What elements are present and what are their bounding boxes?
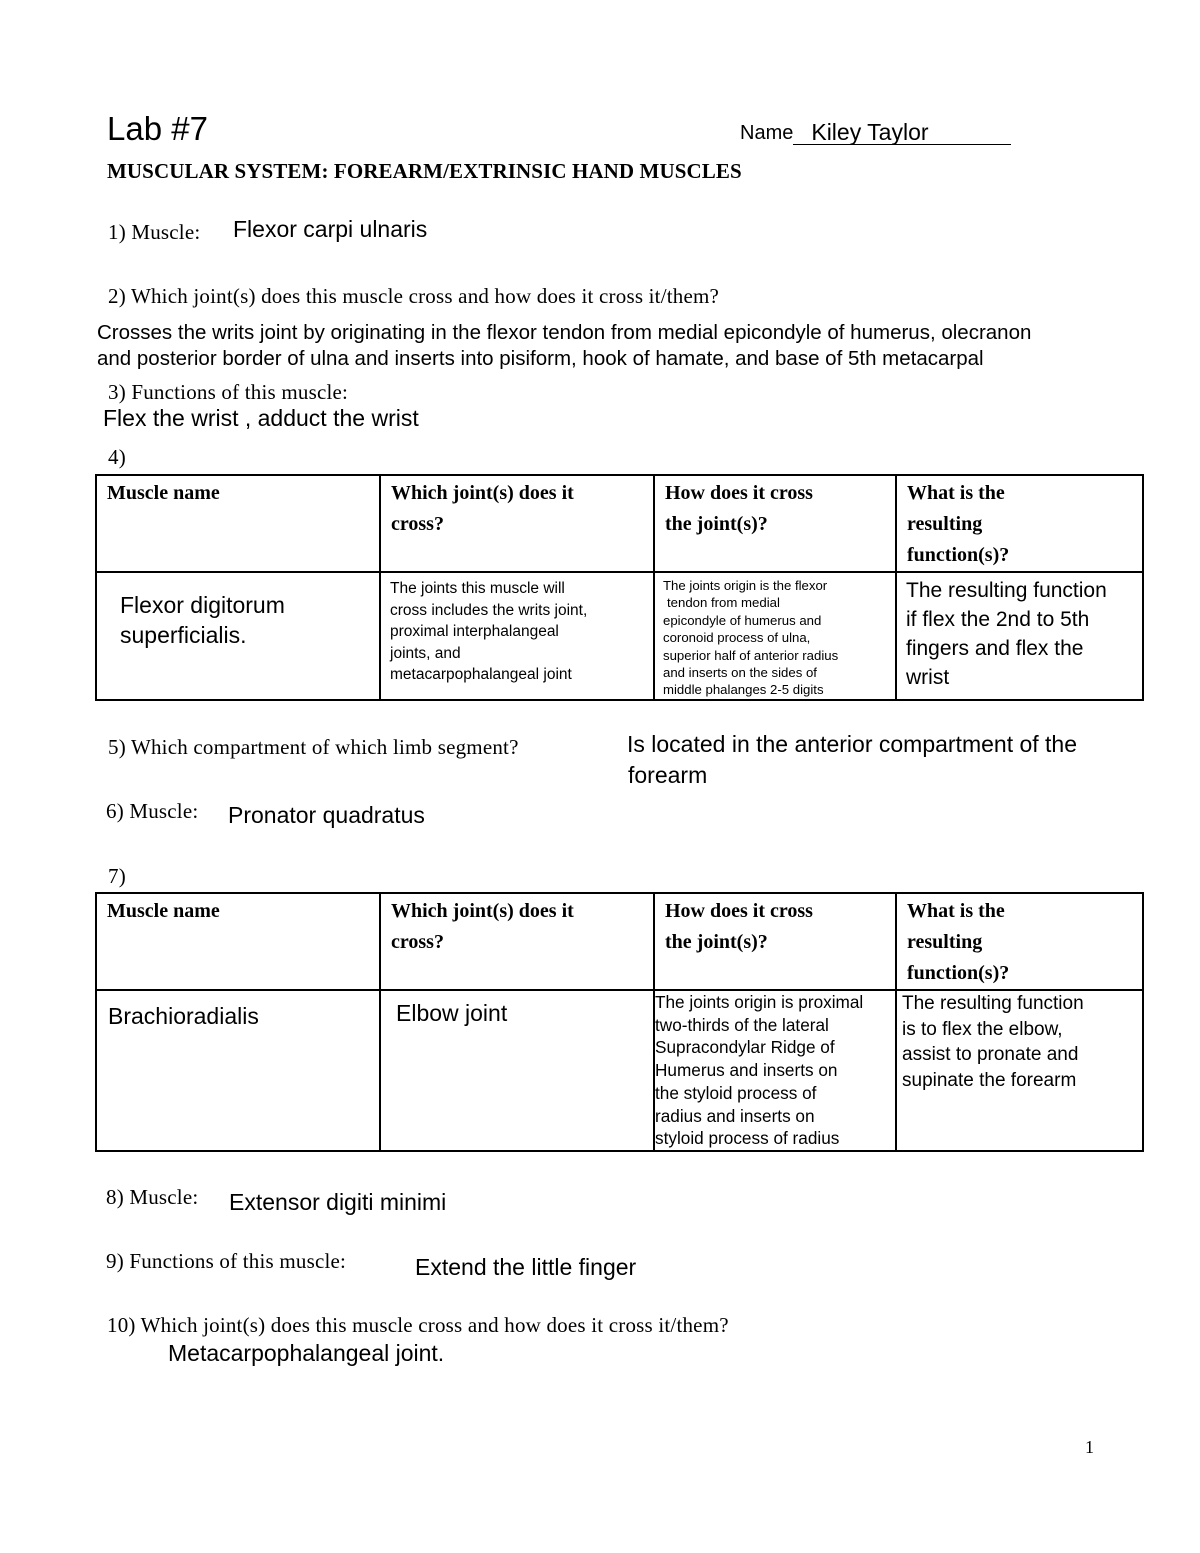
- q5-answer-line2: forearm: [628, 762, 708, 788]
- q5-answer-line1: Is located in the anterior compartment of the: [627, 731, 1078, 757]
- name-underline: [793, 119, 1011, 145]
- q9-answer: Extend the little finger: [415, 1254, 637, 1280]
- header-resulting-function: What is the resulting function(s)?: [896, 893, 1143, 990]
- muscle-table-2: [95, 892, 1144, 1152]
- q6-answer: Pronator quadratus: [228, 802, 425, 828]
- q1-answer: Flexor carpi ulnaris: [233, 216, 428, 242]
- lab-title: Lab #7: [107, 110, 208, 147]
- cell-function: The resulting function if flex the 2nd to 5th fingers and flex the wrist: [896, 572, 1143, 700]
- cell-joints: The joints this muscle will cross includes the writs joint, proximal interphalangeal joints, and metacarpophalangeal joint: [380, 572, 654, 700]
- table-header-row: [96, 893, 1143, 990]
- header-which-joints: Which joint(s) does it cross?: [380, 893, 654, 990]
- header-how-cross: How does it cross the joint(s)?: [654, 475, 896, 572]
- q8-answer: Extensor digiti minimi: [229, 1189, 447, 1215]
- q4-prompt: 4): [108, 445, 126, 469]
- q8-prompt: 8) Muscle:: [106, 1185, 199, 1209]
- page-number: 1: [1085, 1437, 1094, 1457]
- q2-prompt: 2) Which joint(s) does this muscle cross and how does it cross it/them?: [108, 284, 720, 308]
- muscle-table-1: [95, 474, 1144, 701]
- q1-prompt: 1) Muscle:: [108, 220, 201, 244]
- q5-prompt: 5) Which compartment of which limb segment?: [108, 735, 519, 759]
- q3-prompt: 3) Functions of this muscle:: [108, 380, 349, 404]
- name-field: [740, 119, 1011, 145]
- cell-how: The joints origin is proximal two-thirds of the lateral Supracondylar Ridge of Humerus and inserts on the styloid process of radius and inserts on styloid process of radius: [654, 990, 896, 1151]
- header-muscle-name: Muscle name: [96, 475, 380, 572]
- name-label: Name: [740, 122, 794, 144]
- worksheet-subtitle: MUSCULAR SYSTEM: FOREARM/EXTRINSIC HAND MUSCLES: [107, 159, 742, 183]
- cell-joints: Elbow joint: [380, 990, 654, 1151]
- table-row: [96, 572, 1143, 700]
- cell-muscle: Flexor digitorum superficialis.: [96, 572, 380, 700]
- table-header-row: [96, 475, 1143, 572]
- q10-answer: Metacarpophalangeal joint.: [168, 1340, 445, 1366]
- header-which-joints: Which joint(s) does it cross?: [380, 475, 654, 572]
- cell-how: The joints origin is the flexor tendon from medial epicondyle of humerus and coronoid process of ulna, superior half of anterior radius and inserts on the sides of middle phalanges 2-5 digits: [654, 572, 896, 700]
- q2-answer-line2: and posterior border of ulna and inserts into pisiform, hook of hamate, and base of 5th metacarpal: [97, 347, 984, 370]
- q10-prompt: 10) Which joint(s) does this muscle cross and how does it cross it/them?: [107, 1313, 729, 1337]
- cell-function: The resulting function is to flex the elbow, assist to pronate and supinate the forearm: [896, 990, 1143, 1151]
- q9-prompt: 9) Functions of this muscle:: [106, 1249, 347, 1273]
- name-value: Kiley Taylor: [811, 119, 929, 145]
- q7-prompt: 7): [108, 864, 126, 888]
- q6-prompt: 6) Muscle:: [106, 799, 199, 823]
- cell-muscle: Brachioradialis: [96, 990, 380, 1151]
- q2-answer-line1: Crosses the writs joint by originating in the flexor tendon from medial epicondyle of humerus, olecranon: [97, 321, 1032, 344]
- header-resulting-function: What is the resulting function(s)?: [896, 475, 1143, 572]
- table-row: [96, 990, 1143, 1151]
- header-how-cross: How does it cross the joint(s)?: [654, 893, 896, 990]
- header-muscle-name: Muscle name: [96, 893, 380, 990]
- q3-answer: Flex the wrist , adduct the wrist: [103, 405, 419, 431]
